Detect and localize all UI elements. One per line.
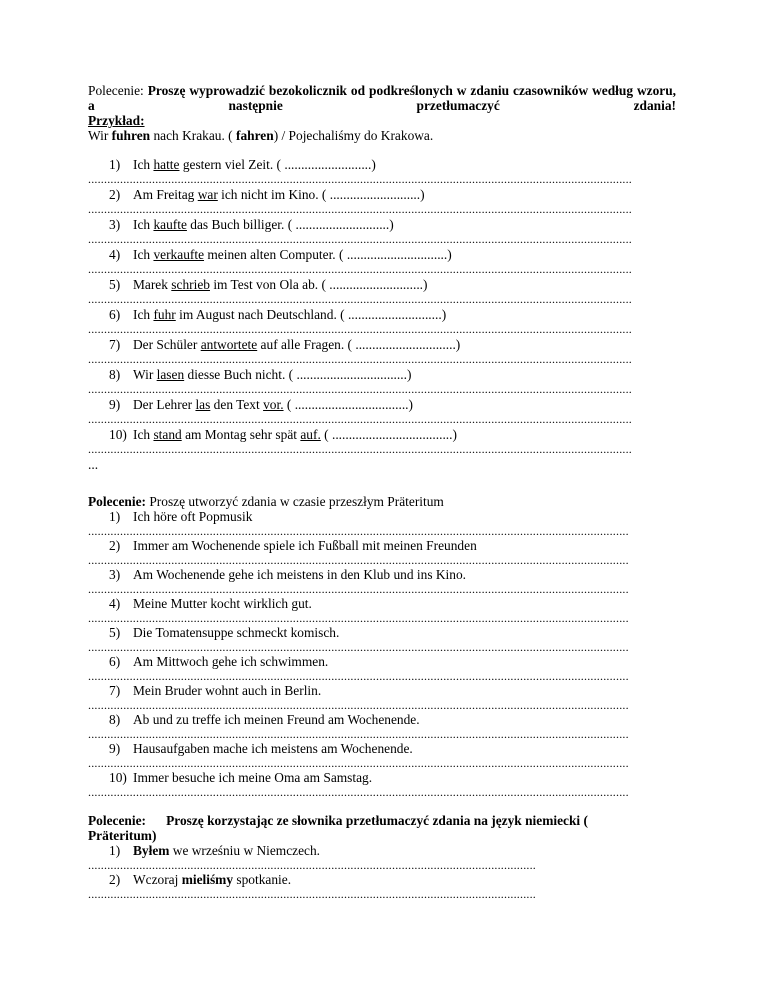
list-item — [88, 538, 676, 553]
answer-line: .......................................................................................................................................................................... — [88, 262, 632, 276]
item-text: ich nicht im Kino. ( ...........................) — [217, 187, 425, 202]
list-item — [88, 843, 676, 858]
answer-line: .......................................................................................................................................................................... — [88, 292, 632, 306]
item-text: Hausaufgaben mache ich meistens am Wochenende. — [133, 741, 413, 756]
answer-line: ......................................................................................................................................................................... — [88, 785, 629, 799]
list-item — [88, 307, 676, 322]
underlined-verb: kaufte — [153, 217, 187, 232]
trailing-dots: ... — [88, 457, 99, 472]
answer-line: ......................................................................................................................................................................... — [88, 553, 629, 567]
item-number: 9) — [109, 397, 121, 412]
item-text: Am Freitag — [133, 187, 198, 202]
list-item — [88, 509, 676, 524]
item-number: 2) — [109, 872, 121, 887]
item-number: 5) — [109, 277, 121, 292]
answer-line: .......................................................................................................................................................................... — [88, 412, 632, 426]
list-item — [88, 397, 676, 412]
item-text: Ich höre oft Popmusik — [133, 509, 253, 524]
answer-line: .......................................................................................................................................................................... — [88, 322, 632, 336]
instruction-text: Proszę wyprowadzić bezokolicznik od podkreślonych w zdaniu czasowników według wzoru, a następnie przetłumaczyć zdania! — [88, 83, 677, 113]
example-infinitive: fahren — [235, 128, 274, 143]
underlined-verb: hatte — [153, 157, 180, 172]
item-text: Die Tomatensuppe schmeckt komisch. — [133, 625, 340, 640]
item-number: 6) — [109, 307, 121, 322]
item-number: 6) — [109, 654, 121, 669]
list-item — [88, 596, 676, 611]
item-text: Der Schüler — [133, 337, 201, 352]
underlined-particle: auf. — [300, 427, 321, 442]
item-text: Wir — [133, 367, 157, 382]
example-sentence: Wir fuhren nach Krakau. ( fahren) / Pojechaliśmy do Krakowa. — [88, 128, 434, 143]
answer-line: ......................................................................................................................................................................... — [88, 698, 629, 712]
item-text: Ich — [133, 217, 154, 232]
item-number: 3) — [109, 217, 121, 232]
item-number: 8) — [109, 712, 121, 727]
list-item — [88, 427, 676, 442]
bold-verb: mieliśmy — [181, 872, 234, 887]
list-item — [88, 157, 676, 172]
answer-line: .......................................................................................................................................................................... — [88, 442, 632, 456]
list-item — [88, 337, 676, 352]
answer-line: .......................................................................................................................................................................... — [88, 382, 632, 396]
list-item — [88, 217, 676, 232]
instruction-text: Proszę utworzyć zdania w czasie przeszłym Präteritum — [146, 494, 444, 509]
underlined-verb: verkaufte — [153, 247, 205, 262]
item-number: 8) — [109, 367, 121, 382]
example-verb: fuhren — [111, 128, 151, 143]
list-item — [88, 567, 676, 582]
item-text: Mein Bruder wohnt auch in Berlin. — [133, 683, 322, 698]
item-number: 7) — [109, 337, 121, 352]
list-item — [88, 741, 676, 756]
item-number: 4) — [109, 596, 121, 611]
underlined-verb: las — [195, 397, 211, 412]
answer-line: .......................................................................................................................................................................... — [88, 352, 632, 366]
answer-line: ............................................................................................................................................ — [88, 858, 536, 872]
item-text: im Test von Ola ab. ( ............................) — [209, 277, 428, 292]
item-number: 7) — [109, 683, 121, 698]
item-text: im August nach Deutschland. ( ............................) — [175, 307, 447, 322]
answer-line: .......................................................................................................................................................................... — [88, 232, 632, 246]
list-item — [88, 277, 676, 292]
list-item — [88, 683, 676, 698]
underlined-particle: vor. — [263, 397, 284, 412]
exercise-3-list — [88, 843, 676, 901]
item-number: 3) — [109, 567, 121, 582]
answer-line: ......................................................................................................................................................................... — [88, 669, 629, 683]
item-text: am Montag sehr spät — [181, 427, 301, 442]
answer-line: .......................................................................................................................................................................... — [88, 202, 632, 216]
item-text: gestern viel Zeit. ( ..........................) — [179, 157, 376, 172]
answer-line: ......................................................................................................................................................................... — [88, 756, 629, 770]
item-number: 5) — [109, 625, 121, 640]
item-number: 10) — [109, 427, 127, 442]
item-text: auf alle Fragen. ( ..............................) — [257, 337, 461, 352]
instruction-label: Polecenie: — [88, 494, 146, 509]
item-number: 4) — [109, 247, 121, 262]
worksheet — [88, 83, 676, 901]
underlined-verb: fuhr — [153, 307, 176, 322]
list-item — [88, 654, 676, 669]
list-item — [88, 712, 676, 727]
item-text: Wczoraj — [133, 872, 182, 887]
item-text: ( ..................................) — [283, 397, 413, 412]
answer-line: ......................................................................................................................................................................... — [88, 524, 629, 538]
item-number: 1) — [109, 509, 121, 524]
item-number: 2) — [109, 538, 121, 553]
answer-line: .......................................................................................................................................................................... — [88, 172, 632, 186]
item-text: Am Wochenende gehe ich meistens in den Klub und ins Kino. — [133, 567, 467, 582]
item-text: Ich — [133, 247, 154, 262]
answer-line: ......................................................................................................................................................................... — [88, 582, 629, 596]
exercise-2-instruction — [88, 494, 676, 509]
list-item — [88, 625, 676, 640]
item-text: das Buch billiger. ( ............................) — [186, 217, 394, 232]
item-text: den Text — [210, 397, 264, 412]
item-number: 2) — [109, 187, 121, 202]
underlined-verb: antwortete — [200, 337, 258, 352]
underlined-verb: lasen — [156, 367, 185, 382]
item-text: Ich — [133, 157, 154, 172]
underlined-verb: schrieb — [171, 277, 210, 292]
item-text: Marek — [133, 277, 172, 292]
item-number: 1) — [109, 157, 121, 172]
item-number: 10) — [109, 770, 127, 785]
item-text: we wrześniu w Niemczech. — [169, 843, 321, 858]
answer-line: ......................................................................................................................................................................... — [88, 640, 629, 654]
item-text: spotkanie. — [233, 872, 292, 887]
item-text: Ich — [133, 307, 154, 322]
item-text: Der Lehrer — [133, 397, 196, 412]
list-item — [88, 770, 676, 785]
item-text: Immer besuche ich meine Oma am Samstag. — [133, 770, 373, 785]
list-item — [88, 187, 676, 202]
underlined-verb: war — [197, 187, 218, 202]
exercise-3-instruction-line-1: Polecenie: Proszę korzystając ze słownika przetłumaczyć zdania na język niemiecki ( — [88, 813, 588, 828]
list-item — [88, 367, 676, 382]
list-item — [88, 247, 676, 262]
exercise-1-list — [88, 157, 676, 457]
exercise-3-instruction-line-2: Präteritum) — [88, 828, 157, 843]
item-text: meinen alten Computer. ( ..............................) — [204, 247, 452, 262]
instruction-label: Polecenie: — [88, 83, 148, 98]
answer-line: ......................................................................................................................................................................... — [88, 611, 629, 625]
exercise-2 — [88, 494, 676, 799]
item-number: 9) — [109, 741, 121, 756]
exercise-2-list — [88, 509, 676, 799]
item-text: ( ....................................) — [320, 427, 457, 442]
exercise-1 — [88, 83, 676, 472]
underlined-verb: stand — [153, 427, 182, 442]
bold-verb: Byłem — [133, 843, 170, 858]
item-text: Am Mittwoch gehe ich schwimmen. — [133, 654, 329, 669]
item-text: Ich — [133, 427, 154, 442]
list-item — [88, 872, 676, 887]
answer-line: ............................................................................................................................................ — [88, 887, 536, 901]
exercise-3 — [88, 813, 676, 901]
exercise-1-instruction — [88, 83, 676, 113]
answer-line: ......................................................................................................................................................................... — [88, 727, 629, 741]
item-text: diesse Buch nicht. ( .................................) — [184, 367, 412, 382]
item-text: Immer am Wochenende spiele ich Fußball mit meinen Freunden — [133, 538, 477, 553]
item-number: 1) — [109, 843, 121, 858]
item-text: Meine Mutter kocht wirklich gut. — [133, 596, 312, 611]
item-text: Ab und zu treffe ich meinen Freund am Wochenende. — [133, 712, 420, 727]
example-label: Przykład: — [88, 113, 145, 128]
